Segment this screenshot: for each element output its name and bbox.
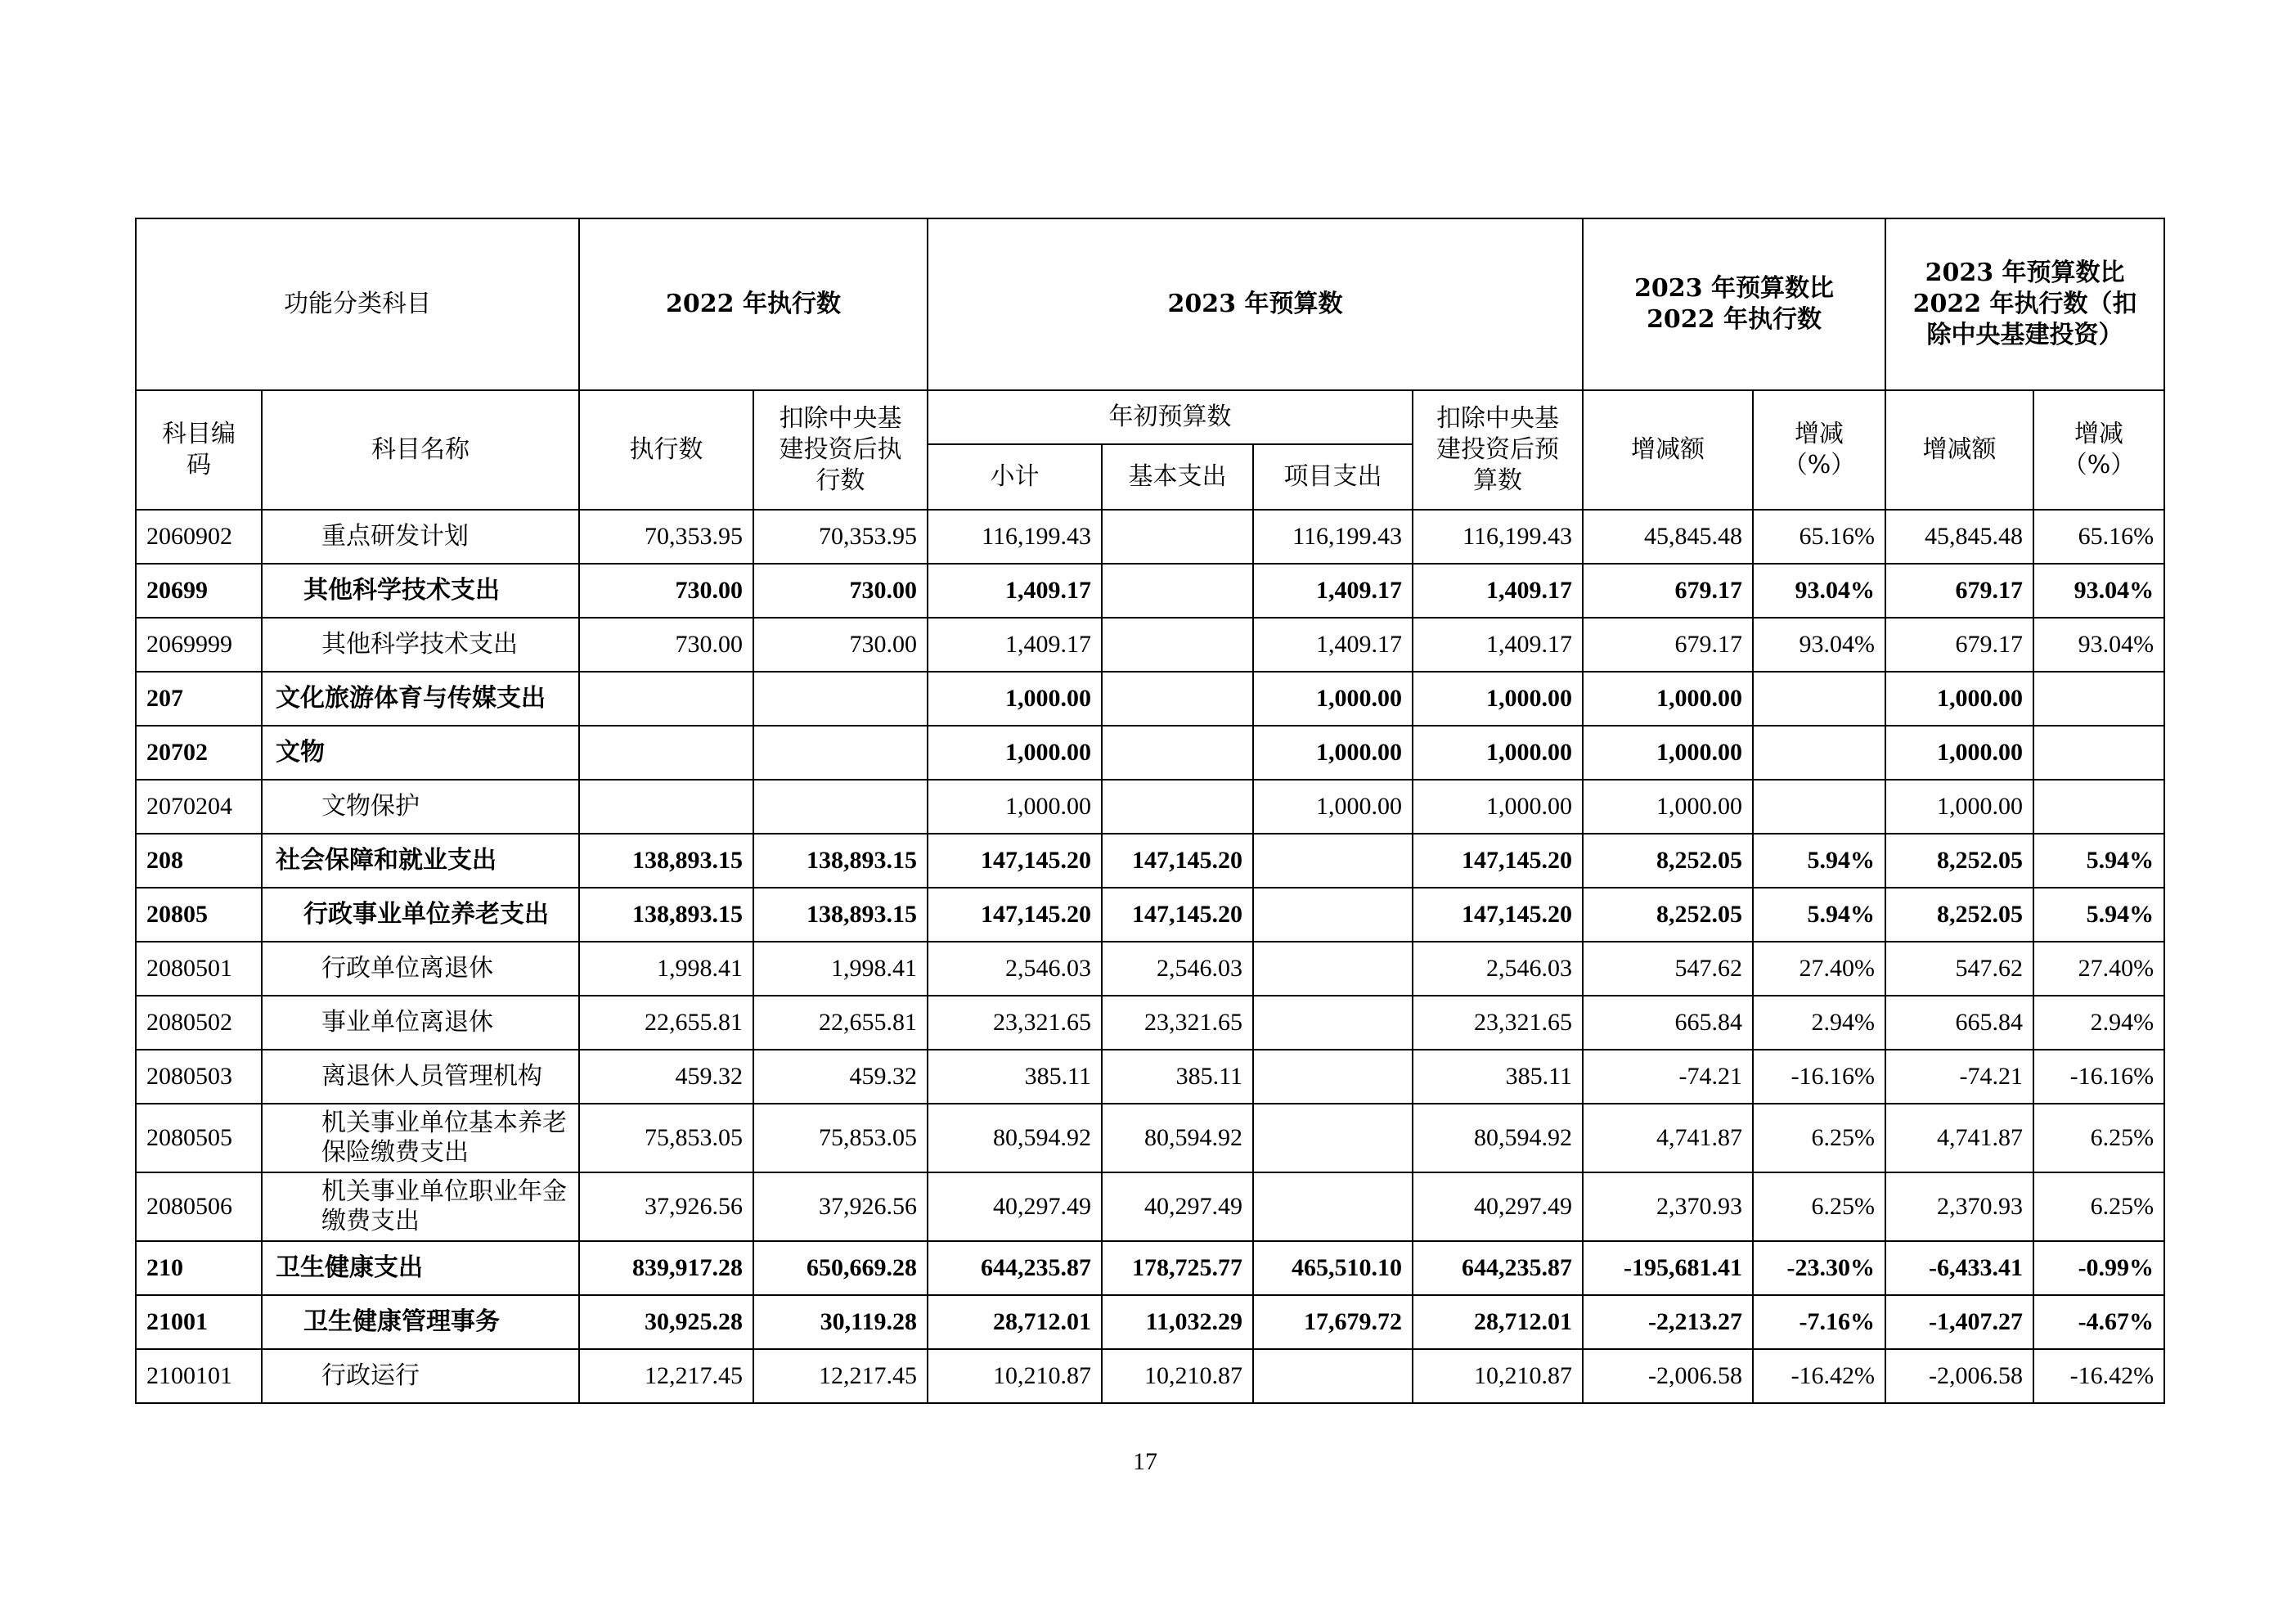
header-change-pct-2: 增减（%） xyxy=(2033,390,2164,510)
cell-exec: 12,217.45 xyxy=(579,1349,753,1403)
cell-exec-excluding: 22,655.81 xyxy=(753,996,928,1050)
cell-name: 卫生健康管理事务 xyxy=(262,1295,579,1349)
header-exec-excluding: 扣除中央基建投资后执行数 xyxy=(753,390,928,510)
cell-exec xyxy=(579,672,753,726)
cell-change-amount: -2,213.27 xyxy=(1583,1295,1753,1349)
cell-name: 卫生健康支出 xyxy=(262,1241,579,1295)
cell-project xyxy=(1253,834,1413,888)
cell-basic: 147,145.20 xyxy=(1102,888,1253,942)
cell-change-amount-2: -74.21 xyxy=(1885,1050,2033,1104)
cell-exec: 730.00 xyxy=(579,618,753,672)
cell-change-pct-2: 93.04% xyxy=(2033,618,2164,672)
cell-basic: 147,145.20 xyxy=(1102,834,1253,888)
cell-exec-excluding xyxy=(753,672,928,726)
cell-change-amount: 1,000.00 xyxy=(1583,726,1753,780)
cell-change-pct-2: -0.99% xyxy=(2033,1241,2164,1295)
table-row xyxy=(136,726,2164,780)
header-change-pct: 增减（%） xyxy=(1753,390,1885,510)
cell-change-amount-2: -1,407.27 xyxy=(1885,1295,2033,1349)
cell-change-pct: 2.94% xyxy=(1753,996,1885,1050)
cell-basic: 80,594.92 xyxy=(1102,1104,1253,1172)
cell-exec-excluding: 650,669.28 xyxy=(753,1241,928,1295)
cell-exec-excluding: 70,353.95 xyxy=(753,510,928,564)
cell-code: 207 xyxy=(136,672,262,726)
cell-basic xyxy=(1102,726,1253,780)
cell-change-pct xyxy=(1753,780,1885,834)
cell-budget-excluding: 1,000.00 xyxy=(1413,672,1583,726)
cell-budget-excluding: 23,321.65 xyxy=(1413,996,1583,1050)
cell-code: 208 xyxy=(136,834,262,888)
cell-change-pct-2: 65.16% xyxy=(2033,510,2164,564)
cell-exec: 459.32 xyxy=(579,1050,753,1104)
cell-exec: 30,925.28 xyxy=(579,1295,753,1349)
cell-project: 1,000.00 xyxy=(1253,780,1413,834)
cell-change-pct-2 xyxy=(2033,780,2164,834)
cell-name: 社会保障和就业支出 xyxy=(262,834,579,888)
cell-basic xyxy=(1102,564,1253,618)
cell-exec-excluding: 138,893.15 xyxy=(753,888,928,942)
cell-exec: 75,853.05 xyxy=(579,1104,753,1172)
cell-code: 20702 xyxy=(136,726,262,780)
cell-budget-excluding: 40,297.49 xyxy=(1413,1172,1583,1241)
header-basic: 基本支出 xyxy=(1102,444,1253,510)
table-row xyxy=(136,1172,2164,1241)
cell-code: 21001 xyxy=(136,1295,262,1349)
cell-name: 事业单位离退休 xyxy=(262,996,579,1050)
cell-change-pct xyxy=(1753,726,1885,780)
cell-change-amount: -74.21 xyxy=(1583,1050,1753,1104)
cell-change-amount-2: 8,252.05 xyxy=(1885,888,2033,942)
cell-change-amount: -195,681.41 xyxy=(1583,1241,1753,1295)
cell-code: 20699 xyxy=(136,564,262,618)
cell-project: 17,679.72 xyxy=(1253,1295,1413,1349)
cell-name: 文化旅游体育与传媒支出 xyxy=(262,672,579,726)
cell-name: 行政运行 xyxy=(262,1349,579,1403)
cell-exec xyxy=(579,780,753,834)
cell-project: 1,000.00 xyxy=(1253,726,1413,780)
cell-change-pct: 5.94% xyxy=(1753,834,1885,888)
cell-project xyxy=(1253,888,1413,942)
table-row xyxy=(136,564,2164,618)
cell-basic: 23,321.65 xyxy=(1102,996,1253,1050)
cell-exec: 839,917.28 xyxy=(579,1241,753,1295)
cell-change-amount: 1,000.00 xyxy=(1583,672,1753,726)
cell-exec-excluding xyxy=(753,780,928,834)
cell-change-pct: -16.42% xyxy=(1753,1349,1885,1403)
table-row xyxy=(136,942,2164,996)
cell-project: 1,409.17 xyxy=(1253,564,1413,618)
cell-exec: 1,998.41 xyxy=(579,942,753,996)
header-change-amount: 增减额 xyxy=(1583,390,1753,510)
cell-budget-excluding: 1,000.00 xyxy=(1413,780,1583,834)
cell-code: 2070204 xyxy=(136,780,262,834)
cell-name: 文物 xyxy=(262,726,579,780)
table-row xyxy=(136,780,2164,834)
table-row xyxy=(136,1349,2164,1403)
cell-change-amount: 1,000.00 xyxy=(1583,780,1753,834)
cell-change-amount: 679.17 xyxy=(1583,618,1753,672)
cell-basic: 10,210.87 xyxy=(1102,1349,1253,1403)
cell-change-amount: 8,252.05 xyxy=(1583,834,1753,888)
cell-subtotal: 23,321.65 xyxy=(928,996,1102,1050)
cell-project xyxy=(1253,1104,1413,1172)
cell-code: 20805 xyxy=(136,888,262,942)
cell-budget-excluding: 2,546.03 xyxy=(1413,942,1583,996)
cell-exec-excluding: 1,998.41 xyxy=(753,942,928,996)
cell-project xyxy=(1253,996,1413,1050)
table-row xyxy=(136,1241,2164,1295)
cell-subtotal: 1,000.00 xyxy=(928,672,1102,726)
cell-project xyxy=(1253,1050,1413,1104)
budget-table xyxy=(135,218,2165,1404)
table-row xyxy=(136,1104,2164,1172)
cell-subtotal: 1,409.17 xyxy=(928,618,1102,672)
cell-budget-excluding: 10,210.87 xyxy=(1413,1349,1583,1403)
cell-change-amount: 8,252.05 xyxy=(1583,888,1753,942)
cell-change-pct: 6.25% xyxy=(1753,1172,1885,1241)
cell-code: 2080501 xyxy=(136,942,262,996)
header-code: 科目编码 xyxy=(136,390,262,510)
header-exec-2022: 2022 年执行数 xyxy=(579,218,928,390)
cell-basic xyxy=(1102,780,1253,834)
cell-change-pct: 5.94% xyxy=(1753,888,1885,942)
cell-budget-excluding: 644,235.87 xyxy=(1413,1241,1583,1295)
cell-subtotal: 10,210.87 xyxy=(928,1349,1102,1403)
header-exec: 执行数 xyxy=(579,390,753,510)
cell-budget-excluding: 385.11 xyxy=(1413,1050,1583,1104)
cell-change-amount: 2,370.93 xyxy=(1583,1172,1753,1241)
table-row xyxy=(136,672,2164,726)
cell-project xyxy=(1253,1172,1413,1241)
cell-project: 465,510.10 xyxy=(1253,1241,1413,1295)
cell-exec: 70,353.95 xyxy=(579,510,753,564)
cell-basic xyxy=(1102,618,1253,672)
cell-change-amount-2: 4,741.87 xyxy=(1885,1104,2033,1172)
table-row xyxy=(136,888,2164,942)
header-compare: 2023 年预算数比 2022 年执行数 xyxy=(1583,218,1885,390)
cell-budget-excluding: 28,712.01 xyxy=(1413,1295,1583,1349)
cell-change-pct-2: 93.04% xyxy=(2033,564,2164,618)
cell-name: 其他科学技术支出 xyxy=(262,618,579,672)
cell-exec: 22,655.81 xyxy=(579,996,753,1050)
cell-exec-excluding: 730.00 xyxy=(753,564,928,618)
cell-change-pct-2: -16.42% xyxy=(2033,1349,2164,1403)
cell-exec: 730.00 xyxy=(579,564,753,618)
cell-subtotal: 116,199.43 xyxy=(928,510,1102,564)
cell-change-pct-2: -16.16% xyxy=(2033,1050,2164,1104)
table-row xyxy=(136,1050,2164,1104)
table-row xyxy=(136,1295,2164,1349)
cell-change-pct-2: 6.25% xyxy=(2033,1172,2164,1241)
cell-change-amount: -2,006.58 xyxy=(1583,1349,1753,1403)
cell-exec-excluding xyxy=(753,726,928,780)
cell-change-amount: 547.62 xyxy=(1583,942,1753,996)
cell-change-amount-2: 2,370.93 xyxy=(1885,1172,2033,1241)
cell-code: 2080503 xyxy=(136,1050,262,1104)
header-name: 科目名称 xyxy=(262,390,579,510)
cell-project: 1,409.17 xyxy=(1253,618,1413,672)
cell-change-pct: -16.16% xyxy=(1753,1050,1885,1104)
cell-subtotal: 1,000.00 xyxy=(928,726,1102,780)
cell-change-amount: 4,741.87 xyxy=(1583,1104,1753,1172)
cell-exec-excluding: 30,119.28 xyxy=(753,1295,928,1349)
cell-change-amount-2: -6,433.41 xyxy=(1885,1241,2033,1295)
cell-project: 116,199.43 xyxy=(1253,510,1413,564)
cell-change-amount-2: -2,006.58 xyxy=(1885,1349,2033,1403)
cell-basic: 2,546.03 xyxy=(1102,942,1253,996)
cell-budget-excluding: 147,145.20 xyxy=(1413,834,1583,888)
cell-change-amount: 45,845.48 xyxy=(1583,510,1753,564)
cell-change-pct-2: 2.94% xyxy=(2033,996,2164,1050)
cell-subtotal: 147,145.20 xyxy=(928,834,1102,888)
cell-exec-excluding: 75,853.05 xyxy=(753,1104,928,1172)
cell-name: 文物保护 xyxy=(262,780,579,834)
cell-exec-excluding: 37,926.56 xyxy=(753,1172,928,1241)
header-compare-excluding: 2023 年预算数比 2022 年执行数（扣除中央基建投资） xyxy=(1885,218,2164,390)
cell-code: 2080505 xyxy=(136,1104,262,1172)
cell-exec: 138,893.15 xyxy=(579,888,753,942)
cell-change-amount-2: 1,000.00 xyxy=(1885,672,2033,726)
cell-change-amount-2: 679.17 xyxy=(1885,564,2033,618)
cell-subtotal: 147,145.20 xyxy=(928,888,1102,942)
cell-subtotal: 385.11 xyxy=(928,1050,1102,1104)
cell-budget-excluding: 116,199.43 xyxy=(1413,510,1583,564)
cell-change-pct: -7.16% xyxy=(1753,1295,1885,1349)
cell-change-amount: 665.84 xyxy=(1583,996,1753,1050)
cell-exec-excluding: 459.32 xyxy=(753,1050,928,1104)
cell-change-pct: 27.40% xyxy=(1753,942,1885,996)
cell-exec: 138,893.15 xyxy=(579,834,753,888)
header-initial-budget: 年初预算数 xyxy=(928,390,1413,444)
cell-exec-excluding: 730.00 xyxy=(753,618,928,672)
cell-change-pct: 65.16% xyxy=(1753,510,1885,564)
cell-change-pct-2: 27.40% xyxy=(2033,942,2164,996)
cell-basic: 385.11 xyxy=(1102,1050,1253,1104)
cell-basic: 11,032.29 xyxy=(1102,1295,1253,1349)
cell-change-pct-2: -4.67% xyxy=(2033,1295,2164,1349)
cell-subtotal: 2,546.03 xyxy=(928,942,1102,996)
cell-name: 其他科学技术支出 xyxy=(262,564,579,618)
cell-change-amount-2: 1,000.00 xyxy=(1885,780,2033,834)
cell-name: 离退休人员管理机构 xyxy=(262,1050,579,1104)
cell-change-amount: 679.17 xyxy=(1583,564,1753,618)
cell-budget-excluding: 1,409.17 xyxy=(1413,618,1583,672)
cell-subtotal: 40,297.49 xyxy=(928,1172,1102,1241)
cell-budget-excluding: 1,000.00 xyxy=(1413,726,1583,780)
cell-budget-excluding: 80,594.92 xyxy=(1413,1104,1583,1172)
cell-subtotal: 1,409.17 xyxy=(928,564,1102,618)
cell-subtotal: 1,000.00 xyxy=(928,780,1102,834)
cell-subtotal: 80,594.92 xyxy=(928,1104,1102,1172)
cell-change-pct-2 xyxy=(2033,726,2164,780)
cell-change-amount-2: 679.17 xyxy=(1885,618,2033,672)
cell-exec-excluding: 12,217.45 xyxy=(753,1349,928,1403)
cell-name: 行政事业单位养老支出 xyxy=(262,888,579,942)
cell-exec-excluding: 138,893.15 xyxy=(753,834,928,888)
cell-change-pct: 93.04% xyxy=(1753,564,1885,618)
cell-code: 2060902 xyxy=(136,510,262,564)
cell-exec xyxy=(579,726,753,780)
cell-code: 2080506 xyxy=(136,1172,262,1241)
cell-change-pct: -23.30% xyxy=(1753,1241,1885,1295)
cell-code: 2080502 xyxy=(136,996,262,1050)
cell-name: 行政单位离退休 xyxy=(262,942,579,996)
cell-code: 210 xyxy=(136,1241,262,1295)
cell-project xyxy=(1253,942,1413,996)
cell-basic xyxy=(1102,510,1253,564)
table-row xyxy=(136,618,2164,672)
cell-name: 机关事业单位基本养老保险缴费支出 xyxy=(262,1104,579,1172)
cell-change-pct-2 xyxy=(2033,672,2164,726)
cell-exec: 37,926.56 xyxy=(579,1172,753,1241)
table-row xyxy=(136,834,2164,888)
cell-basic: 178,725.77 xyxy=(1102,1241,1253,1295)
header-budget-2023: 2023 年预算数 xyxy=(928,218,1583,390)
header-project: 项目支出 xyxy=(1253,444,1413,510)
cell-budget-excluding: 1,409.17 xyxy=(1413,564,1583,618)
header-subtotal: 小计 xyxy=(928,444,1102,510)
cell-budget-excluding: 147,145.20 xyxy=(1413,888,1583,942)
table-row xyxy=(136,996,2164,1050)
cell-basic: 40,297.49 xyxy=(1102,1172,1253,1241)
page-number: 17 xyxy=(1133,1448,1157,1475)
cell-code: 2100101 xyxy=(136,1349,262,1403)
cell-change-amount-2: 665.84 xyxy=(1885,996,2033,1050)
cell-project xyxy=(1253,1349,1413,1403)
cell-subtotal: 28,712.01 xyxy=(928,1295,1102,1349)
cell-change-amount-2: 45,845.48 xyxy=(1885,510,2033,564)
header-category: 功能分类科目 xyxy=(136,218,579,390)
table-row xyxy=(136,510,2164,564)
cell-change-amount-2: 547.62 xyxy=(1885,942,2033,996)
cell-change-pct-2: 6.25% xyxy=(2033,1104,2164,1172)
cell-change-pct: 93.04% xyxy=(1753,618,1885,672)
cell-change-pct: 6.25% xyxy=(1753,1104,1885,1172)
cell-name: 重点研发计划 xyxy=(262,510,579,564)
cell-change-amount-2: 8,252.05 xyxy=(1885,834,2033,888)
cell-subtotal: 644,235.87 xyxy=(928,1241,1102,1295)
header-budget-excluding: 扣除中央基建投资后预算数 xyxy=(1413,390,1583,510)
cell-change-pct-2: 5.94% xyxy=(2033,834,2164,888)
header-change-amount-2: 增减额 xyxy=(1885,390,2033,510)
cell-name: 机关事业单位职业年金缴费支出 xyxy=(262,1172,579,1241)
cell-change-amount-2: 1,000.00 xyxy=(1885,726,2033,780)
cell-project: 1,000.00 xyxy=(1253,672,1413,726)
cell-change-pct-2: 5.94% xyxy=(2033,888,2164,942)
cell-change-pct xyxy=(1753,672,1885,726)
cell-code: 2069999 xyxy=(136,618,262,672)
cell-basic xyxy=(1102,672,1253,726)
